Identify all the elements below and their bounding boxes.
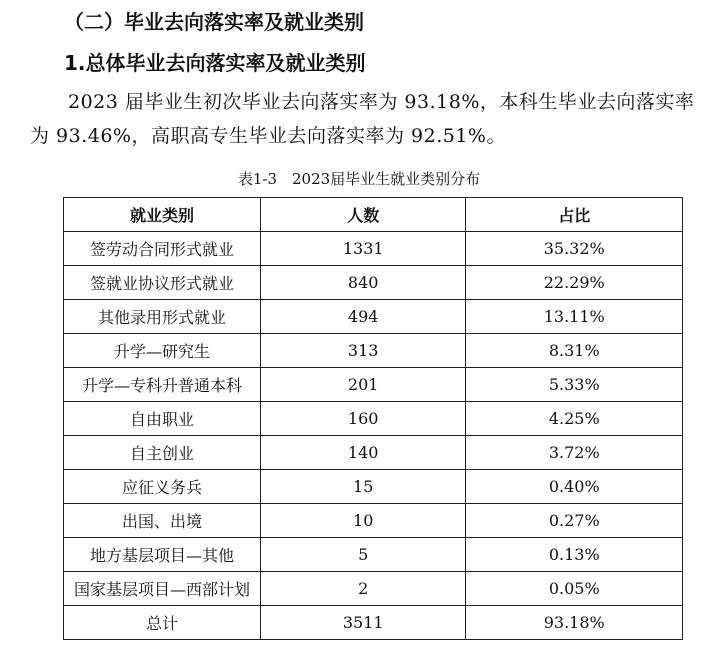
table-row (64, 572, 683, 606)
paragraph-line-1: 2023 届毕业生初次毕业去向落实率为 93.18%，本科生毕业去向落实率 (68, 91, 695, 113)
cell-ratio: 5.33% (466, 368, 683, 402)
cell-category: 总计 (64, 606, 261, 640)
cell-count: 5 (260, 538, 466, 572)
table-row (64, 538, 683, 572)
table-total-row (64, 606, 683, 640)
cell-count: 160 (260, 402, 466, 436)
cell-count: 840 (260, 266, 466, 300)
table-row (64, 334, 683, 368)
cell-count: 201 (260, 368, 466, 402)
cell-count: 3511 (260, 606, 466, 640)
cell-count: 313 (260, 334, 466, 368)
cell-category: 升学—研究生 (64, 334, 261, 368)
paragraph-line-2: 为 93.46%，高职高专生毕业去向落实率为 92.51%。 (30, 125, 506, 147)
cell-ratio: 3.72% (466, 436, 683, 470)
cell-count: 2 (260, 572, 466, 606)
cell-count: 10 (260, 504, 466, 538)
table-row (64, 232, 683, 266)
cell-ratio: 93.18% (466, 606, 683, 640)
table-row (64, 300, 683, 334)
cell-ratio: 0.05% (466, 572, 683, 606)
header-category: 就业类别 (64, 198, 261, 232)
cell-category: 其他录用形式就业 (64, 300, 261, 334)
table-row (64, 504, 683, 538)
cell-count: 140 (260, 436, 466, 470)
table-row (64, 470, 683, 504)
summary-paragraph (0, 85, 718, 153)
table-row (64, 266, 683, 300)
cell-ratio: 4.25% (466, 402, 683, 436)
cell-ratio: 0.13% (466, 538, 683, 572)
subsection-title: 1.总体毕业去向落实率及就业类别 (64, 51, 366, 75)
cell-ratio: 0.40% (466, 470, 683, 504)
cell-category: 国家基层项目—西部计划 (64, 572, 261, 606)
table-row (64, 436, 683, 470)
cell-ratio: 22.29% (466, 266, 683, 300)
cell-category: 出国、出境 (64, 504, 261, 538)
cell-ratio: 13.11% (466, 300, 683, 334)
header-ratio: 占比 (466, 198, 683, 232)
cell-ratio: 8.31% (466, 334, 683, 368)
cell-category: 签劳动合同形式就业 (64, 232, 261, 266)
cell-count: 494 (260, 300, 466, 334)
cell-category: 自由职业 (64, 402, 261, 436)
cell-ratio: 35.32% (466, 232, 683, 266)
cell-category: 地方基层项目—其他 (64, 538, 261, 572)
cell-category: 升学—专科升普通本科 (64, 368, 261, 402)
header-count: 人数 (260, 198, 466, 232)
cell-category: 自主创业 (64, 436, 261, 470)
cell-category: 签就业协议形式就业 (64, 266, 261, 300)
cell-count: 15 (260, 470, 466, 504)
cell-ratio: 0.27% (466, 504, 683, 538)
table-header-row (64, 198, 683, 232)
section-title: （二）毕业去向落实率及就业类别 (64, 10, 364, 34)
table-row (64, 402, 683, 436)
table-caption: 表1-3 2023届毕业生就业类别分布 (237, 170, 481, 188)
cell-count: 1331 (260, 232, 466, 266)
table-row (64, 368, 683, 402)
employment-category-table (63, 197, 683, 640)
cell-category: 应征义务兵 (64, 470, 261, 504)
